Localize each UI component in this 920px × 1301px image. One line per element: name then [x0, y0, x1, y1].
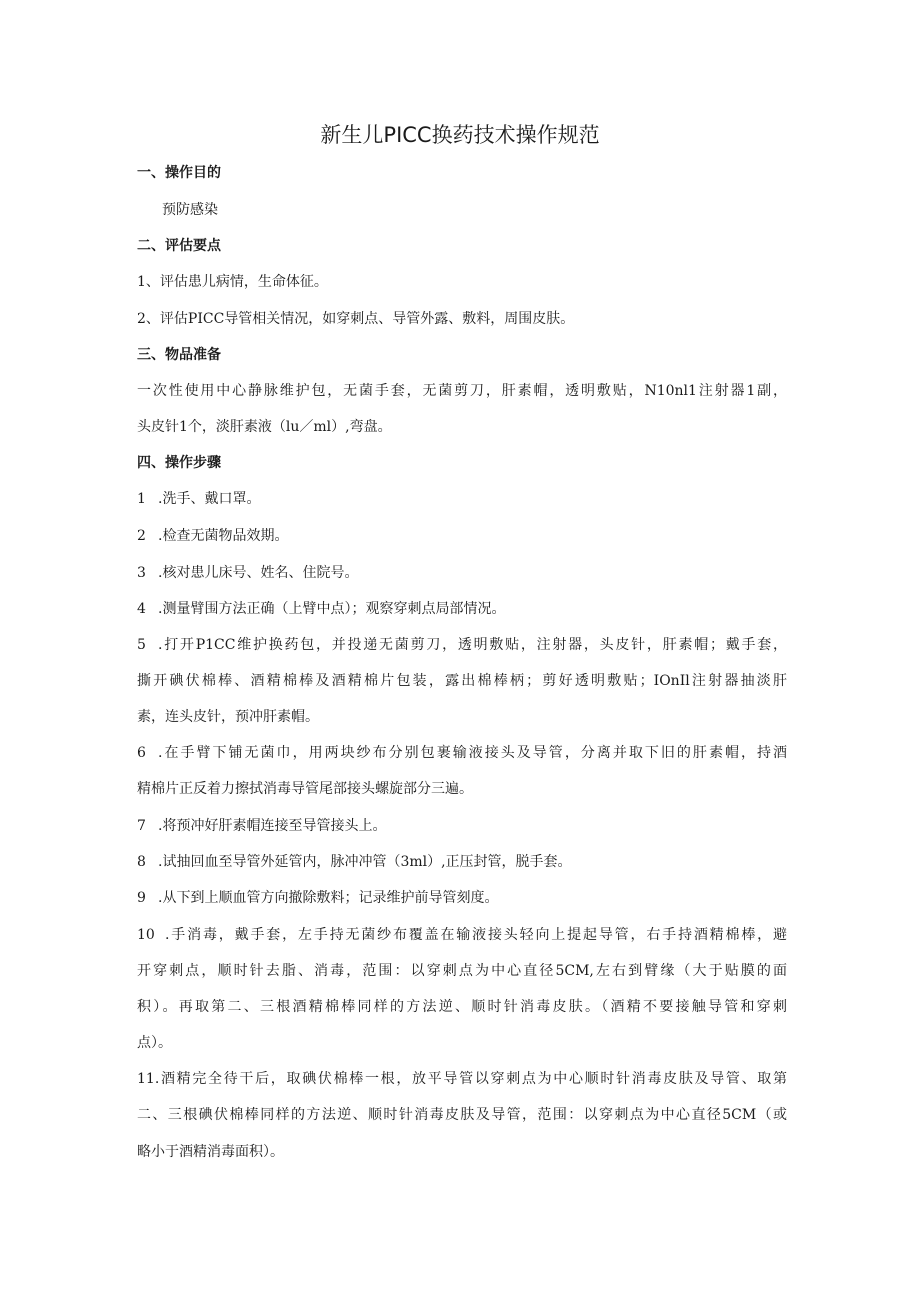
step-text-line: .从下到上顺血管方向撤除敷料；记录维护前导管刻度。	[158, 890, 499, 906]
step-number: 7	[137, 818, 146, 834]
step-item	[137, 816, 787, 836]
section-heading-supplies: 三、物品准备	[137, 347, 221, 363]
section-heading-steps: 四、操作步骤	[137, 455, 221, 471]
step-text-line: .检查无菌物品效期。	[158, 528, 289, 544]
supplies-text-line: 头皮针1个，淡肝素液（lu／ml）,弯盘。	[137, 419, 392, 435]
assessment-item: 1、评估患儿病情，生命体征。	[137, 274, 328, 290]
step-item	[137, 852, 787, 872]
step-item	[137, 563, 787, 583]
section-heading-assessment: 二、评估要点	[137, 238, 221, 254]
step-item	[137, 599, 787, 619]
step-text-line: .核对患儿床号、姓名、住院号。	[158, 565, 359, 581]
step-text-line: .打开P1CC维护换药包，并投递无菌剪刀，透明敷贴，注射器，头皮针，肝素帽；戴手套，	[158, 637, 787, 653]
step-item	[137, 489, 787, 509]
step-number: 3	[137, 565, 146, 581]
step-number: 5	[137, 637, 146, 653]
step-item	[137, 888, 787, 908]
step-item	[137, 925, 787, 945]
step-text-line: 略小于酒精消毒面积）。	[137, 1144, 284, 1160]
step-number: 9	[137, 890, 146, 906]
step-item	[137, 743, 787, 763]
step-text-line: 素，连头皮针，预冲肝素帽。	[137, 709, 319, 725]
step-number: 10	[137, 927, 155, 943]
section-heading-purpose: 一、操作目的	[137, 165, 221, 181]
step-number: 4	[137, 601, 146, 617]
step-text-line: 积）。再取第二、三根酒精棉棒同样的方法逆、顺时针消毒皮肤。（酒精不要接触导管和穿刺	[137, 999, 787, 1015]
step-text-line: 精棉片正反着力擦拭消毒导管尾部接头螺旋部分三遍。	[137, 781, 473, 797]
step-item	[137, 635, 787, 655]
step-number: 1	[137, 491, 146, 507]
page-title: 新生儿PICC换药技术操作规范	[320, 123, 600, 147]
step-text-line: 撕开碘伏棉棒、酒精棉棒及酒精棉片包装，露出棉棒柄；剪好透明敷贴；IOnIl注射器抽淡肝	[137, 673, 787, 689]
supplies-text-line: 一次性使用中心静脉维护包，无菌手套，无菌剪刀，肝素帽，透明敷贴，N10nl1注射器1副，	[137, 383, 787, 399]
step-text-line: 二、三根碘伏棉棒同样的方法逆、顺时针消毒皮肤及导管，范围：以穿刺点为中心直径5CM（或	[137, 1107, 787, 1123]
step-number: 8	[137, 854, 146, 870]
step-text-line: 11.酒精完全待干后，取碘伏棉棒一根，放平导管以穿刺点为中心顺时针消毒皮肤及导管、取第	[137, 1071, 787, 1087]
step-text-line: .试抽回血至导管外延管内，脉冲冲管（3ml）,正压封管，脱手套。	[158, 854, 572, 870]
step-text-line: 开穿刺点，顺时针去脂、消毒，范围：以穿刺点为中心直径5CM,左右到臂缘（大于贴膜的面	[137, 963, 787, 979]
step-text-line: .手消毒，戴手套，左手持无菌纱布覆盖在输液接头轻向上提起导管，右手持酒精棉棒，避	[165, 927, 787, 943]
step-text-line: 点）。	[137, 1035, 172, 1051]
step-text-line: .将预冲好肝素帽连接至导管接头上。	[158, 818, 387, 834]
step-text-line: .洗手、戴口罩。	[158, 491, 261, 507]
step-number: 6	[137, 745, 146, 761]
step-text-line: .在手臂下铺无菌巾，用两块纱布分别包裹输液接头及导管，分离并取下旧的肝素帽，持酒	[158, 745, 787, 761]
step-number: 2	[137, 528, 146, 544]
assessment-item: 2、评估PICC导管相关情况，如穿刺点、导管外露、敷料，周围皮肤。	[137, 311, 575, 327]
step-text-line: .测量臂围方法正确（上臂中点）；观察穿刺点局部情况。	[158, 601, 506, 617]
purpose-text: 预防感染	[162, 202, 218, 218]
step-item	[137, 526, 787, 546]
